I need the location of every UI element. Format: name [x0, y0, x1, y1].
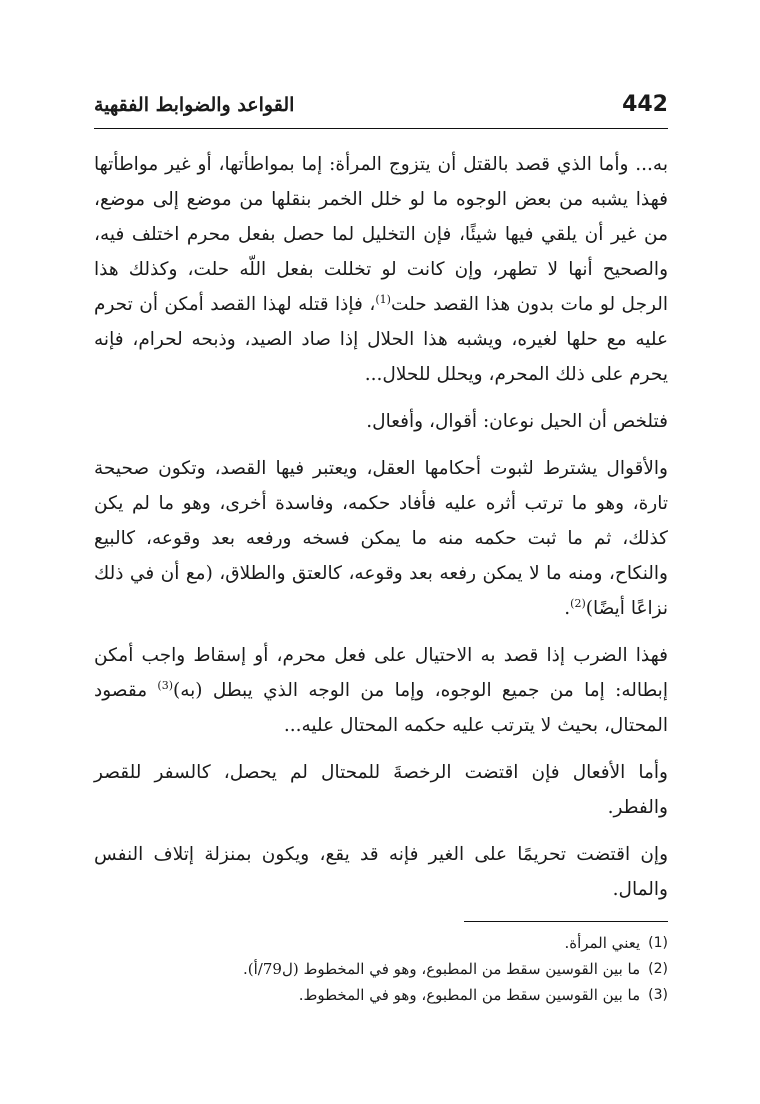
footnote-number: (3) [648, 987, 668, 1003]
paragraph: فتلخص أن الحيل نوعان: أقوال، وأفعال. [366, 411, 668, 432]
footnote [94, 982, 668, 1008]
footnote [94, 930, 668, 956]
footnote-text: ما بين القوسين سقط من المطبوع، وهو في المخطوط. [298, 986, 641, 1004]
paragraph: وإن اقتضت تحريمًا على الغير فإنه قد يقع، ويكون بمنزلة إتلاف النفس والمال. [94, 844, 668, 900]
paragraph: وأما الأفعال فإن اقتضت الرخصةَ للمحتال لم يحصل، كالسفر للقصر والفطر. [94, 762, 668, 818]
footnotes [94, 930, 668, 1008]
paragraph: والأقوال يشترط لثبوت أحكامها العقل، ويعتبر فيها القصد، وتكون صحيحة تارة، وهو ما ترتب أثره عليه فأفاد حكمه، وفاسدة أخرى، وهو ما لم يكن كذلك، ثم ما ثبت حكمه منه ما يمكن فسخه ورفعه بعد وقوعه، كالبيع والنكاح، ومنه ما لا يمكن رفعه بعد وقوعه، كالعتق والطلاق، (مع أن في ذلك نزاعًا أيضًا)$^{(2)}$. [94, 458, 668, 619]
footnote-number: (2) [648, 961, 668, 977]
footnote-ref: (3) [157, 678, 174, 692]
book-page [94, 88, 668, 1008]
footnote-divider [464, 921, 668, 922]
footnote-text: يعني المرأة. [564, 934, 641, 952]
paragraph: به... وأما الذي قصد بالقتل أن يتزوج المرأة: إما بمواطأتها، أو غير مواطأتها فهذا يشبه من بعض الوجوه ما لو خلل الخمر بنقلها من موضع إلى موضع، من غير أن يلقي فيها شيئًا، فإن التخليل لما حصل بفعل محرم اختلف فيه، والصحيح أنها لا تطهر، وإن كانت لو تخللت بفعل اللّه حلت، وكذلك هذا الرجل لو مات بدون هذا القصد حلت$^{(1)}$، فإذا قتله لهذا القصد أمكن أن تحرم عليه مع حلها لغيره، ويشبه هذا الحلال إذا صاد الصيد، وذبحه لحرام، فإنه يحرم على ذلك المحرم، ويحلل للحلال... [94, 154, 668, 385]
running-title: القواعد والضوابط الفقهية [94, 94, 295, 116]
page-number: 442 [622, 92, 668, 117]
footnote [94, 956, 668, 982]
body-text [94, 147, 668, 907]
footnote-ref: (1) [375, 292, 391, 306]
footnote-text: ما بين القوسين سقط من المطبوع، وهو في المخطوط (ل79/أ). [243, 960, 641, 978]
page-header [94, 88, 668, 129]
footnote-number: (1) [648, 935, 668, 951]
paragraph: فهذا الضرب إذا قصد به الاحتيال على فعل محرم، أو إسقاط واجب أمكن إبطاله: إما من جميع الوجوه، وإما من الوجه الذي يبطل (به)$^{(3)}$ مقصود المحتال، بحيث لا يترتب عليه حكمه المحتال عليه... [94, 645, 668, 736]
footnote-ref: (2) [570, 596, 586, 610]
